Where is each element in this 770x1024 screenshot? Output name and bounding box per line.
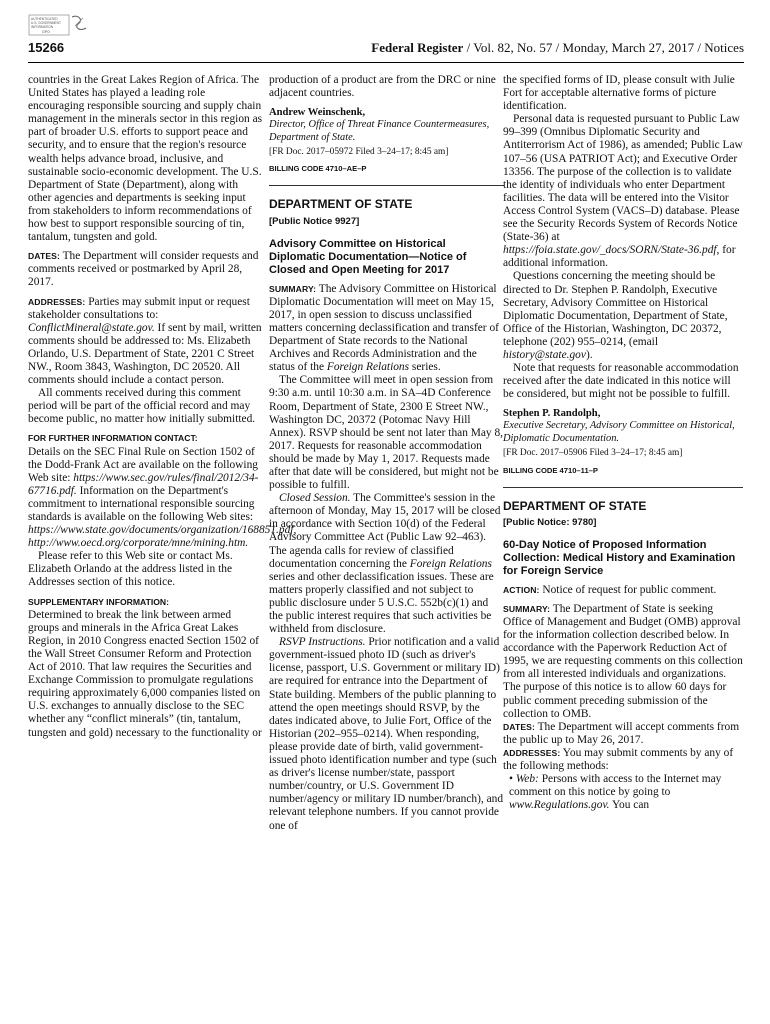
svg-text:INFORMATION: INFORMATION <box>31 25 54 29</box>
section-divider-2 <box>503 487 743 488</box>
notice-title: Advisory Committee on Historical Diplomatic Documentation—Notice of Closed and Open Meeting for 2017 <box>269 237 467 276</box>
section-divider <box>269 185 504 186</box>
closed-session-text: The Committee's session in the afternoon of Monday, May 15, 2017 will be closed in accordance with Section 10(d) of the Federal Advisory Committee Act (Public Law 92–463). The agenda calls for review of classified documentation concerning the <box>269 492 501 570</box>
addresses-text-2: You may submit comments by any of the following methods: <box>503 746 734 773</box>
closed-session-text-end: series and other declassification issues. These are matters properly classified and not subject to public disclosure under 5 U.S.C. 552b(c)(1) and the public interest requires that such activities be withheld from disclosure. <box>269 570 494 636</box>
paragraph-continued: production of a product are from the DRC or nine adjacent countries. <box>269 74 496 100</box>
fr-doc-number-2: [FR Doc. 2017–05906 Filed 3–24–17; 8:45 am] <box>503 448 683 459</box>
sorn-link[interactable]: https://foia.state.gov/_docs/SORN/State-36.pdf, <box>503 244 720 257</box>
personal-data-end: for additional information. <box>503 244 736 270</box>
summary-text-2: The Department of State is seeking Office of Management and Budget (OMB) approval for the information collection described below. In accordance with the Paperwork Reduction Act of 1995, we are requesting comments on this collection from all interested individuals and organizations. The purpose of this notice is to allow 60 days for public comment preceding submission of the collection to OMB. <box>503 602 743 720</box>
action-label: ACTION: <box>503 584 540 595</box>
web-text-end: You can <box>609 799 650 812</box>
page-number: 15266 <box>28 40 65 55</box>
public-notice-number-2: [Public Notice: 9780] <box>503 516 597 528</box>
dates-label-2: DATES: <box>503 721 535 732</box>
running-head <box>371 40 744 56</box>
billing-code-2: BILLING CODE 4710–11–P <box>503 465 598 475</box>
dates-text-2: The Department will accept comments from the public up to May 26, 2017. <box>503 720 740 746</box>
action-section <box>503 584 743 597</box>
fr-doc-number: [FR Doc. 2017–05972 Filed 3–24–17; 8:45 am] <box>269 147 449 158</box>
addresses-section-2 <box>503 747 743 773</box>
action-text: Notice of request for public comment. <box>539 583 717 596</box>
series-name: Foreign Relations <box>326 361 410 374</box>
sec-rule-link[interactable]: https://www.sec.gov/rules/final/2012/34-67716.pdf. <box>28 471 259 497</box>
dates-text: The Department will consider requests and comments received or postmarked by April 28, 2017. <box>28 250 259 289</box>
bullet-icon: • <box>509 773 516 786</box>
signer-name-2: Stephen P. Randolph, <box>503 408 601 420</box>
dates-section-2 <box>503 721 743 747</box>
issue-info: / Vol. 82, No. 57 / Monday, March 27, 2017 / Notices <box>463 40 744 55</box>
paragraph-intro: countries in the Great Lakes Region of Africa. The United States has played a leading role encouraging responsible sourcing and supply chain management in the minerals sector in this region as part of broader U.S. efforts to support peace and security, and to ensure that the region's resource wealth helps advance broad, inclusive, and sustainable socio-economic development. The U.S. Department of State (Department), along with other agencies and departments is seeking input from stakeholders to inform recommendations of how best to support responsible sourcing of tin, tantalum, tungsten and gold. <box>28 74 263 244</box>
dates-label: DATES: <box>28 251 60 262</box>
regulations-link[interactable]: www.Regulations.gov. <box>509 799 610 812</box>
rsvp-paragraph <box>269 636 504 832</box>
personal-data-paragraph <box>503 113 743 270</box>
addresses-label: ADDRESSES: <box>28 296 86 307</box>
signer-name: Andrew Weinschenk, <box>269 107 366 119</box>
paragraph-committee-meeting: The Committee will meet in open session from 9:30 a.m. until 10:30 a.m. in SA–4D Conference Room, Department of State, 2300 E Street NW., Washington DC, 20372 (Potomac Navy Hill Annex). RSVP should be sent not later than May 8, 2017. Requests for reasonable accommodation should be made by May 1, 2017. Requests made after that date will be considered, but might not be possible to fulfill. <box>269 374 504 492</box>
agency-heading: DEPARTMENT OF STATE <box>269 197 413 212</box>
public-notice-number: [Public Notice 9927] <box>269 215 360 227</box>
signer-title-2: Executive Secretary, Advisory Committee on Historical, Diplomatic Documentation. <box>503 420 735 444</box>
personal-data-text: Personal data is requested pursuant to Public Law 99–399 (Omnibus Diplomatic Security and Antiterrorism Act of 1986), as amended; Public Law 107–56 (USA PATRIOT Act); and Executive Order 13356. The purpose of the collection is to validate the identity of individuals who enter Department facilities. The data will be entered into the Visitor Access Control System (VACS–D) database. Please see the Security Records System of Records Notice (State-36) at <box>503 113 743 244</box>
header-rule <box>28 62 744 63</box>
state-oecd-links[interactable]: https://www.state.gov/documents/organization/168851.pdf, http://www.oecd.org/corporate/mne/mining.htm. <box>28 524 297 550</box>
addresses-text-cont: If sent by mail, written comments should be addressed to: Ms. Elizabeth Orlando, U.S. Department of State, 2201 C Street NW., Room 3843, Washington, DC 20520. All comments should include a contact person. <box>28 321 262 387</box>
svg-text:AUTHENTICATED: AUTHENTICATED <box>31 17 58 21</box>
web-label: Web: <box>515 773 539 786</box>
further-info-section <box>28 445 297 551</box>
signer-title: Director, Office of Threat Finance Countermeasures, Department of State. <box>269 119 490 143</box>
publication-name: Federal Register <box>371 40 464 55</box>
further-info-text-cont: Information on the Department's commitment to international responsible sourcing standards is available on the following Web sites: <box>28 484 255 523</box>
notice-title-2: 60-Day Notice of Proposed Information Collection: Medical History and Examination for Foreign Service <box>503 538 736 577</box>
accommodation-note: Note that requests for reasonable accommodation received after the date indicated in this notice will be considered, but might not be possible to fulfill. <box>503 362 739 401</box>
agency-heading-2: DEPARTMENT OF STATE <box>503 498 647 513</box>
summary-label-2: SUMMARY: <box>503 603 551 614</box>
summary-label: SUMMARY: <box>269 283 317 294</box>
closed-session-label: Closed Session. <box>279 492 351 505</box>
history-email-link[interactable]: history@state.gov <box>503 348 586 361</box>
further-info-text: Details on the SEC Final Rule on Section 1502 of the Dodd-Frank Act are available on the following Web site: <box>28 445 258 484</box>
svg-text:U.S. GOVERNMENT: U.S. GOVERNMENT <box>31 21 61 25</box>
addresses-label-2: ADDRESSES: <box>503 747 561 758</box>
questions-paragraph <box>503 270 743 362</box>
paragraph-all-comments: All comments received during this comment period will be part of the official record and may become public, no matter how initially submitted. <box>28 387 256 426</box>
questions-text: Questions concerning the meeting should be directed to Dr. Stephen P. Randolph, Executive Secretary, Advisory Committee on Historical Diplomatic Documentation, Department of State, Office of the Historian, Washington, DC 20372, telephone (202) 955–0214, (email <box>503 270 728 348</box>
closed-session-paragraph <box>269 492 504 636</box>
summary-text: The Advisory Committee on Historical Diplomatic Documentation will meet on May 15, 2017, in open session to discuss unclassified matters concerning declassification and transfer of Department of State records to the National Archives and Records Administration and the status of the <box>269 282 499 374</box>
questions-text-end: ). <box>585 348 593 361</box>
billing-code: BILLING CODE 4710–AE–P <box>269 164 367 174</box>
column-3 <box>503 74 743 812</box>
paragraph-continued-id: the specified forms of ID, please consult with Julie Fort for acceptable alternative forms of picture identification. <box>503 74 735 113</box>
column-2 <box>269 74 504 833</box>
email-link[interactable]: ConflictMineral@state.gov. <box>28 321 155 334</box>
further-info-label: FOR FURTHER INFORMATION CONTACT: <box>28 433 198 444</box>
summary-section <box>269 283 504 375</box>
supplementary-label: SUPPLEMENTARY INFORMATION: <box>28 596 169 607</box>
web-method-item <box>503 773 743 812</box>
web-text: Persons with access to the Internet may comment on this notice by going to <box>509 773 722 799</box>
addresses-section <box>28 296 263 388</box>
supplementary-text: Determined to break the link between armed groups and minerals in the Africa Great Lakes Region, in 2010 Congress enacted Section 1502 of the Wall Street Consumer Reform and Protection Act of 2010. That law requires the Securities and Exchange Commission to promulgate regulations requiring approximately 6,000 companies listed on U.S. exchanges to annually disclose to the SEC whether any “conflict minerals” (tin, tantalum, tungsten and gold) necessary to the functionality or <box>28 608 262 739</box>
rsvp-text: Prior notification and a valid government-issued photo ID (such as driver's license, passport, U.S. Government or military ID) are required for entrance into the Department of State building. Members of the public planning to attend the open meetings should RSVP, by the dates indicated above, to Julie Fort, Office of the Historian (202–955–0214). When responding, please provide date of birth, valid government-issued photo identification number and type (such as driver's license number/state, passport number/country, or U.S. Government ID number/agency or military ID number/branch), and relevant telephone numbers. If you cannot provide one of <box>269 636 504 832</box>
paragraph-refer: Please refer to this Web site or contact Ms. Elizabeth Orlando at the address listed in the Addresses section of this notice. <box>28 550 233 589</box>
series-name-2: Foreign Relations <box>409 557 492 570</box>
rsvp-label: RSVP Instructions. <box>279 636 366 649</box>
page-header <box>28 40 744 60</box>
summary-text-end: series. <box>409 361 441 374</box>
svg-text:GPO: GPO <box>42 30 50 34</box>
addresses-text: Parties may submit input or request stakeholder consultations to: <box>28 295 250 321</box>
summary-section-2 <box>503 603 743 721</box>
dates-section <box>28 250 263 289</box>
